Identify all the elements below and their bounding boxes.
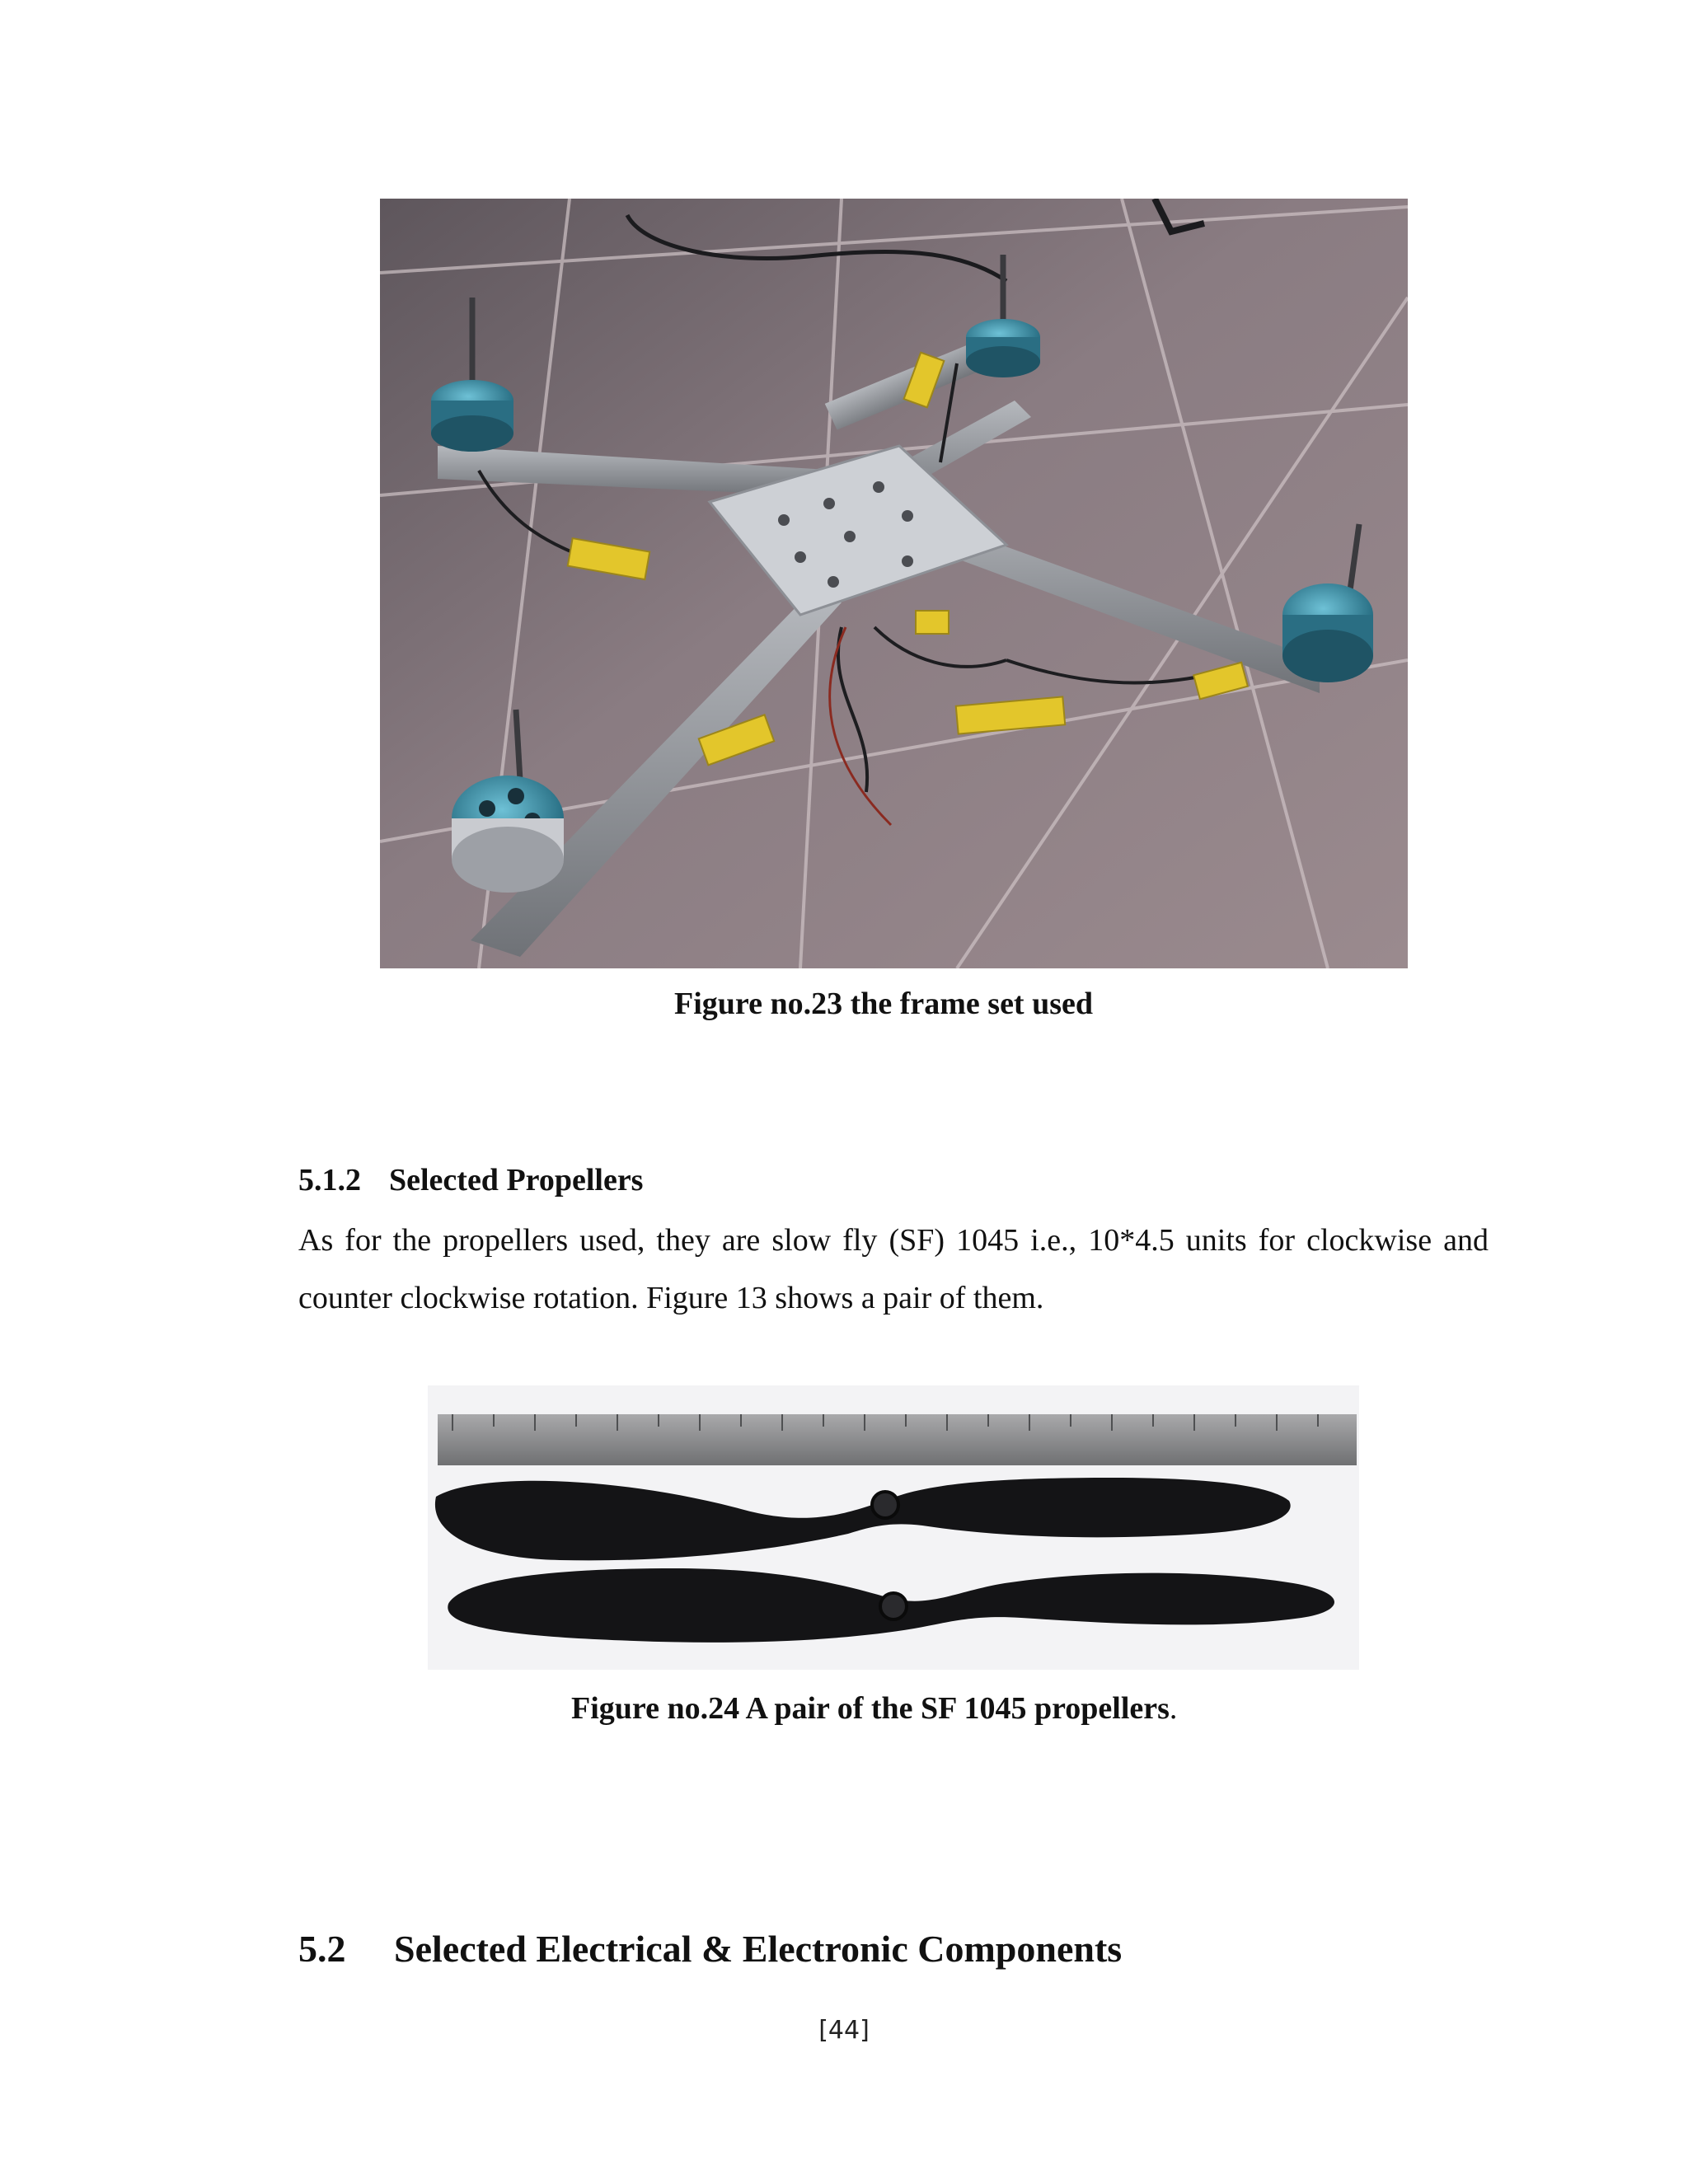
propellers-paragraph: As for the propellers used, they are slow fly (SF) 1045 i.e., 10*4.5 units for clockwise and counter clockwise rotation. Figure 13 shows a pair of them. bbox=[298, 1223, 1489, 1315]
propellers-illustration bbox=[428, 1385, 1359, 1670]
figure-23-frame-photo bbox=[380, 199, 1408, 968]
page-number: [44] bbox=[818, 2016, 870, 2045]
section-title: Selected Electrical & Electronic Components bbox=[394, 1928, 1123, 1970]
figure-24-caption-period: . bbox=[1169, 1691, 1178, 1726]
figure-24-caption bbox=[571, 1690, 1177, 1727]
figure-24-caption-bold: Figure no.24 A pair of the SF 1045 propellers bbox=[571, 1691, 1170, 1726]
subsection-number: 5.1.2 bbox=[298, 1163, 361, 1197]
figure-24-propellers-photo bbox=[428, 1385, 1359, 1670]
figure-23-caption: Figure no.23 the frame set used bbox=[674, 987, 1094, 1021]
subsection-title: Selected Propellers bbox=[389, 1163, 644, 1197]
section-number: 5.2 bbox=[298, 1928, 346, 1970]
subsection-heading-5-1-2 bbox=[298, 1162, 643, 1198]
section-heading-5-2 bbox=[298, 1927, 1122, 1971]
quadcopter-frame-illustration bbox=[380, 199, 1408, 968]
